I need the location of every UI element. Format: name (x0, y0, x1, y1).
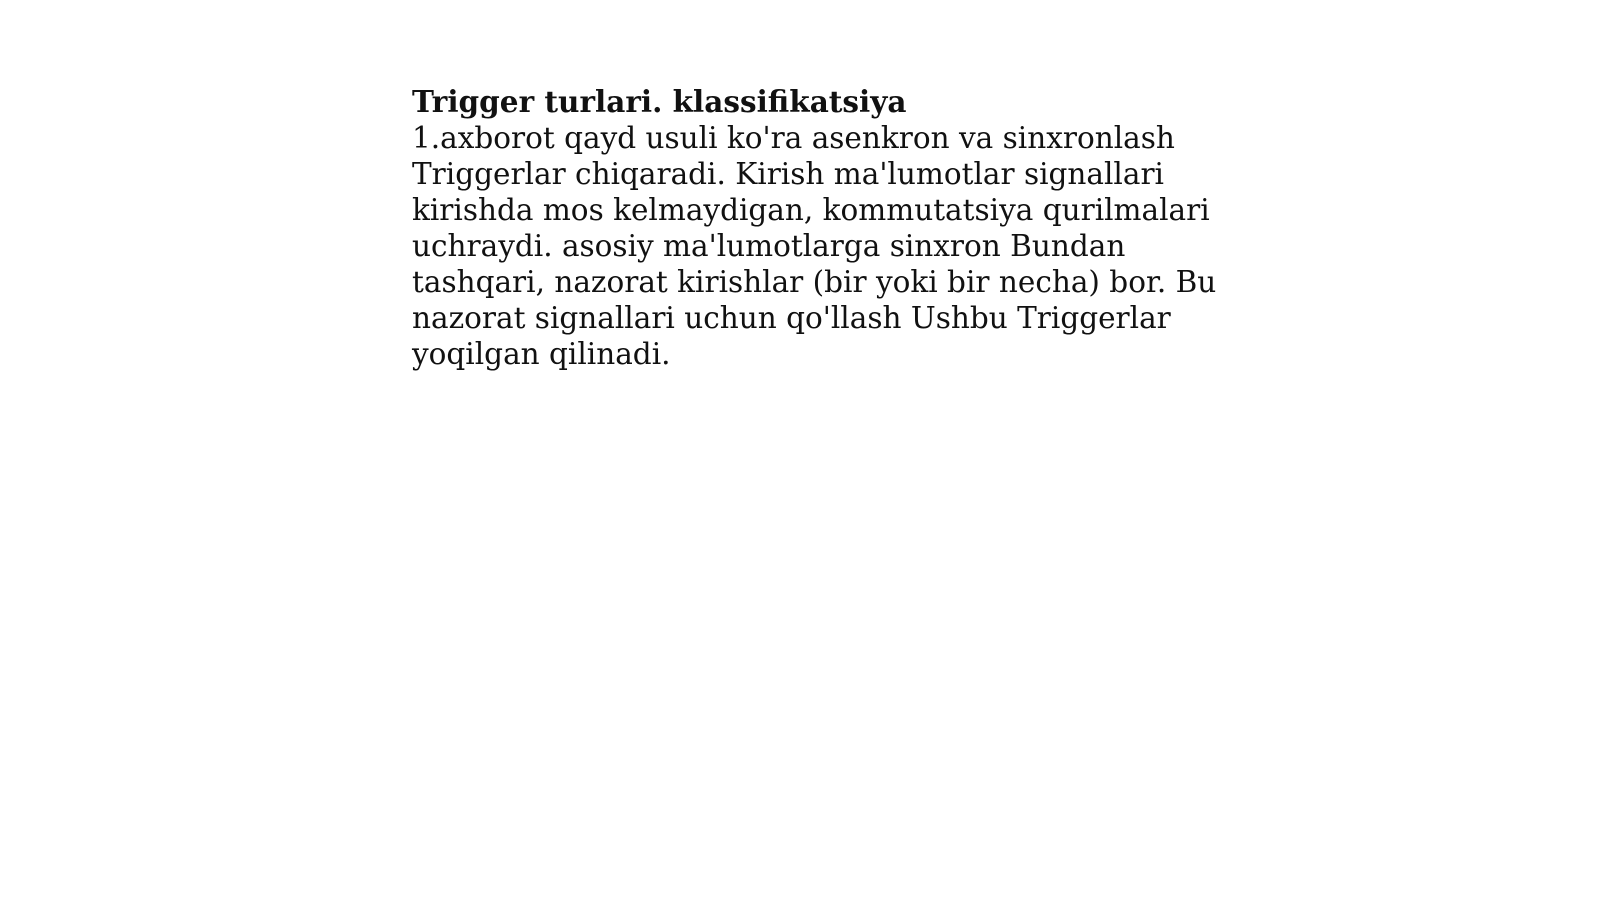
document-title: Trigger turlari. klassifikatsiya (412, 84, 907, 119)
paragraph-line: nazorat signallari uchun qo'llash Ushbu Triggerlar (412, 301, 1171, 335)
paragraph-line: tashqari, nazorat kirishlar (bir yoki bir necha) bor. Bu (412, 265, 1217, 299)
paragraph-line: uchraydi. asosiy ma'lumotlarga sinxron Bundan (412, 229, 1126, 263)
paragraph-line: 1.axborot qayd usuli ko'ra asenkron va sinxronlash (412, 121, 1175, 155)
paragraph-line: kirishda mos kelmaydigan, kommutatsiya qurilmalari (412, 193, 1210, 227)
paragraph-line: yoqilgan qilinadi. (412, 337, 671, 371)
document-content (412, 84, 1217, 372)
paragraph-line: Triggerlar chiqaradi. Kirish ma'lumotlar signallari (412, 157, 1164, 191)
document-paragraph (412, 120, 1217, 372)
